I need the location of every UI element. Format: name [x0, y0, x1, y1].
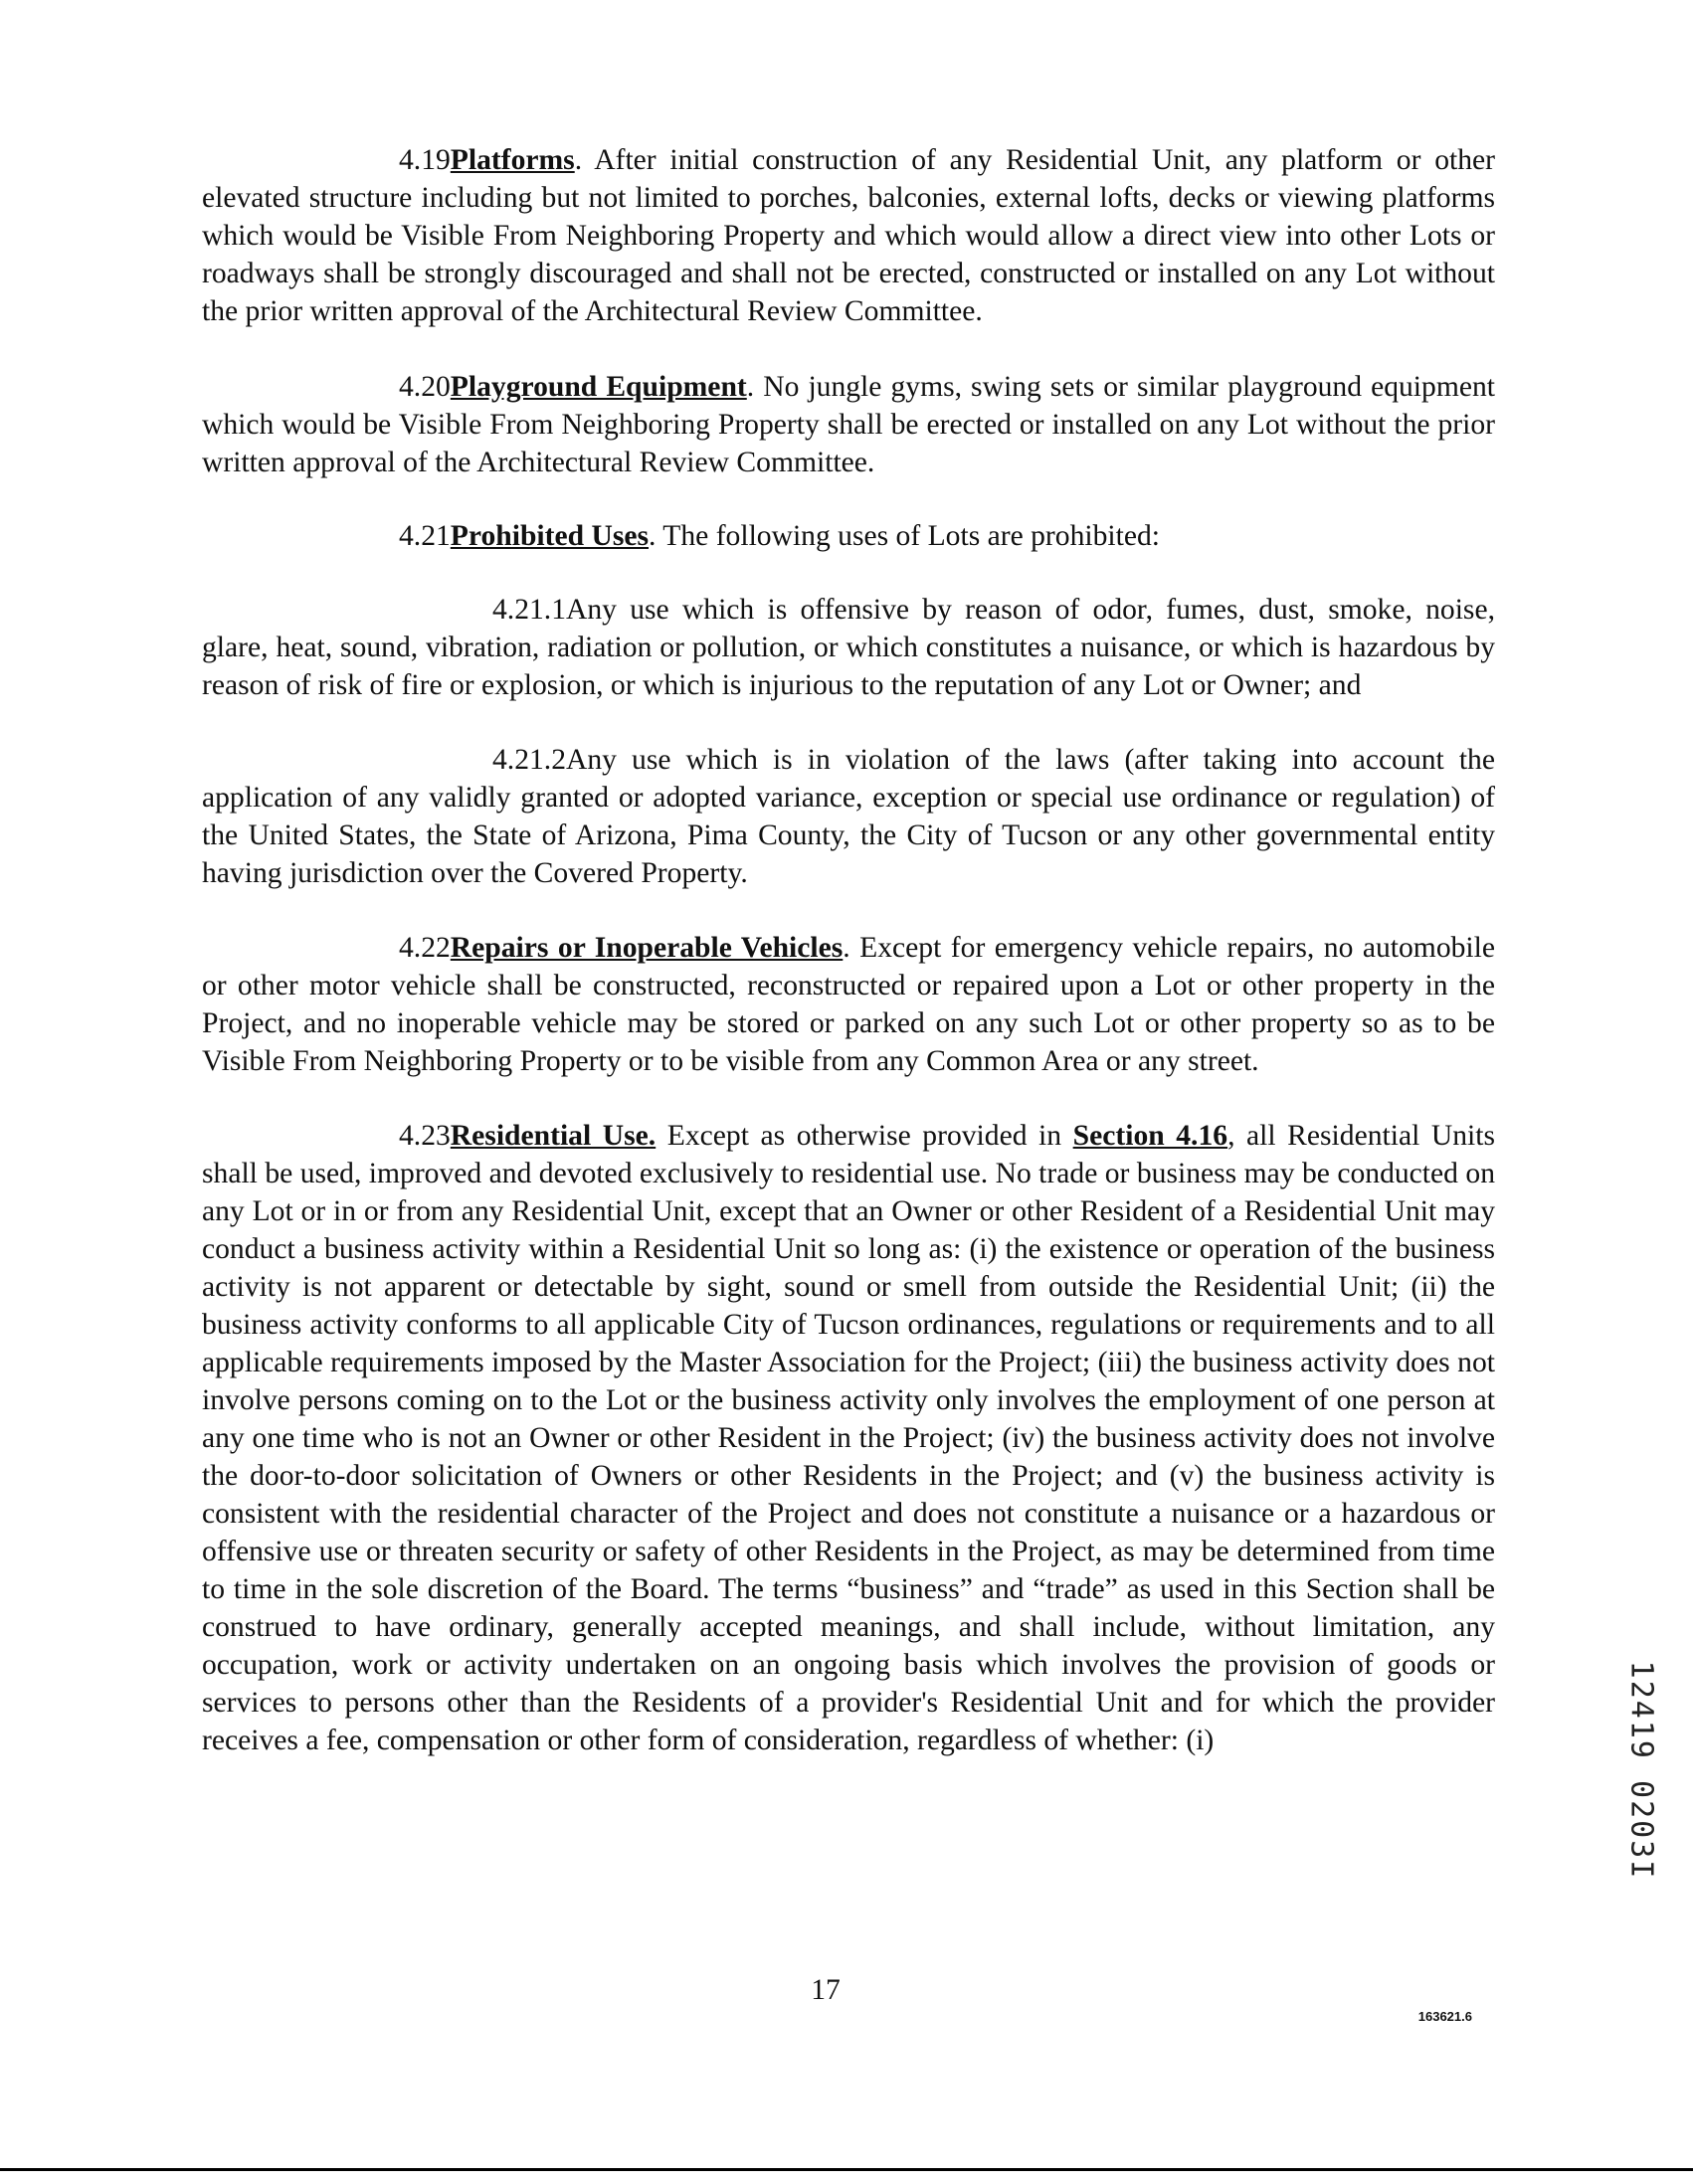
section-number: 4.20: [399, 371, 451, 403]
section-heading: Platforms: [450, 144, 575, 176]
recording-stamp-text: 12419 0203I: [1623, 1660, 1659, 1881]
section-cross-reference: Section 4.16: [1072, 1120, 1228, 1152]
section-4-22: [202, 929, 1495, 1080]
section-text: . The following uses of Lots are prohibited:: [649, 520, 1160, 552]
subsection-4-21-1: [202, 591, 1495, 704]
bottom-scan-edge: [0, 2168, 1693, 2171]
recording-stamp: [1624, 1661, 1658, 1880]
section-number: 4.23: [399, 1120, 451, 1152]
section-4-23: [202, 1117, 1495, 1759]
section-number: 4.19: [399, 144, 451, 176]
subsection-number: 4.21.1: [492, 594, 566, 626]
document-id: 163621.6: [1417, 2009, 1472, 2024]
section-text: . After initial construction of any Residential Unit, any platform or other elevated structure including but not limited to porches, balconies, external lofts, decks or viewing platforms which would be Visible From Neighboring Property and which would allow a direct view into other Lots or roadways shall be strongly discouraged and shall not be erected, constructed or installed on any Lot without the prior written approval of the Architectural Review Committee.: [202, 144, 1495, 327]
section-heading: Residential Use.: [450, 1120, 657, 1152]
section-heading: Repairs or Inoperable Vehicles: [450, 932, 844, 964]
section-4-20: [202, 368, 1495, 481]
section-number: 4.22: [399, 932, 451, 964]
section-heading: Prohibited Uses: [450, 520, 650, 552]
section-heading: Playground Equipment: [450, 371, 747, 403]
document-body: [202, 141, 1495, 1759]
subsection-4-21-2: [202, 741, 1495, 892]
section-number: 4.21: [399, 520, 451, 552]
section-text-lead: Except as otherwise provided in: [656, 1120, 1073, 1152]
section-text: , all Residential Units shall be used, improved and devoted exclusively to residential use. No trade or business may be conducted on any Lot or in or from any Residential Unit, except that an Owner or other Resident of a Residential Unit may conduct a business activity within a Residential Unit so long as: (i) the existence or operation of the business activity is not apparent or detectable by sight, sound or smell from outside the Residential Unit; (ii) the business activity conforms to all applicable City of Tucson ordinances, regulations or requirements and to all applicable requirements imposed by the Master Association for the Project; (iii) the business activity does not involve persons coming on to the Lot or the business activity only involves the employment of one person at any one time who is not an Owner or other Resident in the Project; (iv) the business activity does not involve the door-to-door solicitation of Owners or other Residents in the Project; and (v) the business activity is consistent with the residential character of the Project and does not constitute a nuisance or a hazardous or offensive use or threaten security or safety of other Residents in the Project, as may be determined from time to time in the sole discretion of the Board. The terms “business” and “trade” as used in this Section shall be construed to have ordinary, generally accepted meanings, and shall include, without limitation, any occupation, work or activity undertaken on an ongoing basis which involves the provision of goods or services to persons other than the Residents of a provider's Residential Unit and for which the provider receives a fee, compensation or other form of consideration, regardless of whether: (i): [202, 1120, 1495, 1756]
section-4-19: [202, 141, 1495, 330]
subsection-text: Any use which is offensive by reason of odor, fumes, dust, smoke, noise, glare, heat, sound, vibration, radiation or pollution, or which constitutes a nuisance, or which is hazardous by reason of risk of fire or explosion, or which is injurious to the reputation of any Lot or Owner; and: [202, 594, 1495, 701]
section-text: . Except for emergency vehicle repairs, no automobile or other motor vehicle shall be constructed, reconstructed or repaired upon a Lot or other property in the Project, and no inoperable vehicle may be stored or parked on any such Lot or other property so as to be Visible From Neighboring Property or to be visible from any Common Area or any street.: [202, 932, 1495, 1077]
subsection-text: Any use which is in violation of the laws (after taking into account the application of any validly granted or adopted variance, exception or special use ordinance or regulation) of the United States, the State of Arizona, Pima County, the City of Tucson or any other governmental entity having jurisdiction over the Covered Property.: [202, 744, 1495, 889]
page-number: 17: [811, 1974, 841, 2006]
subsection-number: 4.21.2: [492, 744, 566, 776]
section-4-21: [202, 517, 1495, 555]
section-text: . No jungle gyms, swing sets or similar playground equipment which would be Visible From Neighboring Property shall be erected or installed on any Lot without the prior written approval of the Architectural Review Committee.: [202, 371, 1495, 478]
